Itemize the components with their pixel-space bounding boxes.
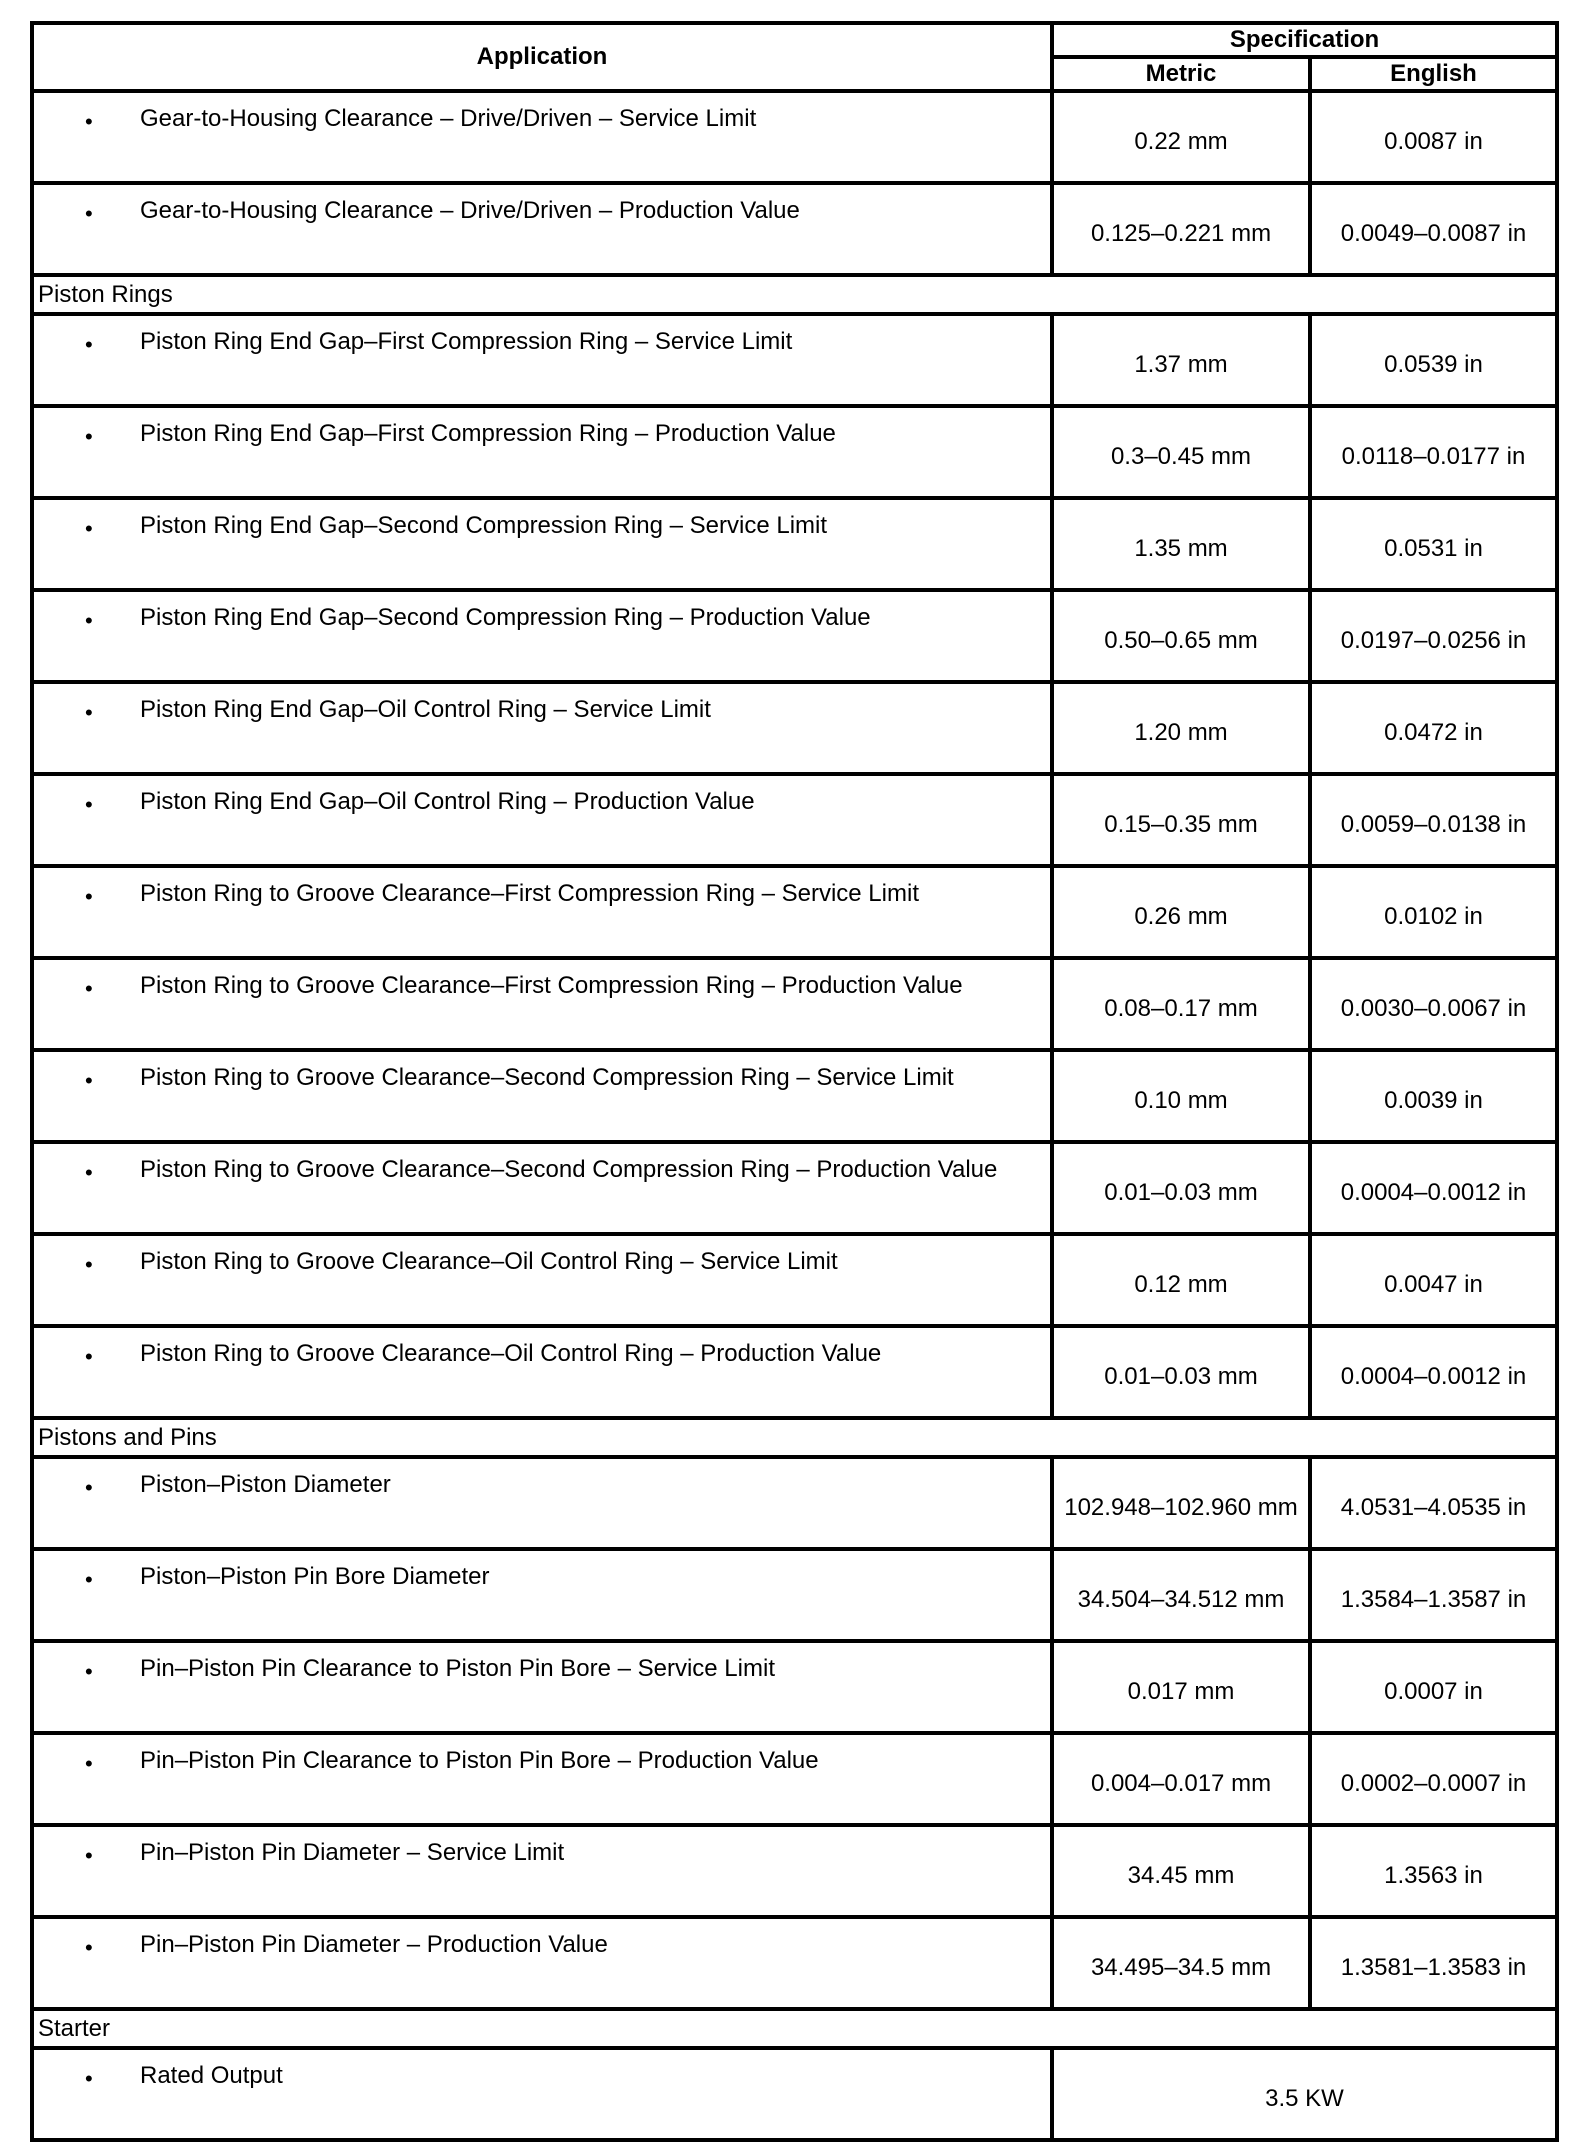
application-cell xyxy=(32,1641,1052,1733)
table-row xyxy=(32,1825,1557,1917)
table-row xyxy=(32,498,1557,590)
bullet-icon: • xyxy=(85,1751,93,1776)
metric-value-cell: 34.504–34.512 mm xyxy=(1052,1549,1310,1641)
bullet-icon: • xyxy=(85,424,93,449)
metric-value-cell: 34.45 mm xyxy=(1052,1825,1310,1917)
application-text: Pin–Piston Pin Diameter – Service Limit xyxy=(140,1839,565,1866)
bullet-icon: • xyxy=(85,1475,93,1500)
application-cell xyxy=(32,1050,1052,1142)
application-text: Piston Ring to Groove Clearance–Oil Control Ring – Production Value xyxy=(140,1340,882,1367)
metric-value-cell: 34.495–34.5 mm xyxy=(1052,1917,1310,2009)
application-cell xyxy=(32,1457,1052,1549)
application-text: Piston Ring End Gap–Oil Control Ring – Production Value xyxy=(140,788,755,815)
metric-value-cell: 0.15–0.35 mm xyxy=(1052,774,1310,866)
bullet-icon: • xyxy=(85,2066,93,2091)
application-cell xyxy=(32,498,1052,590)
application-cell xyxy=(32,183,1052,275)
application-text: Piston Ring End Gap–First Compression Ring – Service Limit xyxy=(140,328,793,355)
table-row xyxy=(32,1234,1557,1326)
application-cell xyxy=(32,1142,1052,1234)
combined-value-cell: 3.5 KW xyxy=(1052,2048,1557,2140)
metric-header: Metric xyxy=(1052,57,1310,91)
application-text: Piston Ring End Gap–Second Compression Ring – Production Value xyxy=(140,604,871,631)
table-row xyxy=(32,958,1557,1050)
bullet-icon: • xyxy=(85,109,93,134)
bullet-icon: • xyxy=(85,1344,93,1369)
specification-table xyxy=(30,21,1559,2142)
bullet-icon: • xyxy=(85,976,93,1001)
table-row xyxy=(32,1457,1557,1549)
application-cell xyxy=(32,1549,1052,1641)
english-value-cell: 0.0049–0.0087 in xyxy=(1310,183,1557,275)
application-cell xyxy=(32,682,1052,774)
english-value-cell: 1.3563 in xyxy=(1310,1825,1557,1917)
section-row xyxy=(32,2009,1557,2048)
application-text: Gear-to-Housing Clearance – Drive/Driven – Service Limit xyxy=(140,105,757,132)
english-value-cell: 0.0531 in xyxy=(1310,498,1557,590)
application-cell xyxy=(32,590,1052,682)
application-text: Pin–Piston Pin Diameter – Production Value xyxy=(140,1931,608,1958)
metric-value-cell: 1.37 mm xyxy=(1052,314,1310,406)
english-value-cell: 0.0004–0.0012 in xyxy=(1310,1142,1557,1234)
application-cell xyxy=(32,314,1052,406)
bullet-icon: • xyxy=(85,1935,93,1960)
english-header: English xyxy=(1310,57,1557,91)
application-text: Gear-to-Housing Clearance – Drive/Driven – Production Value xyxy=(140,197,800,224)
metric-value-cell: 0.26 mm xyxy=(1052,866,1310,958)
application-text: Pin–Piston Pin Clearance to Piston Pin Bore – Production Value xyxy=(140,1747,819,1774)
table-row xyxy=(32,406,1557,498)
application-cell xyxy=(32,774,1052,866)
table-row xyxy=(32,774,1557,866)
bullet-icon: • xyxy=(85,1068,93,1093)
application-cell xyxy=(32,2048,1052,2140)
application-text: Piston Ring End Gap–Second Compression Ring – Service Limit xyxy=(140,512,828,539)
bullet-icon: • xyxy=(85,1252,93,1277)
metric-value-cell: 0.01–0.03 mm xyxy=(1052,1142,1310,1234)
metric-value-cell: 0.125–0.221 mm xyxy=(1052,183,1310,275)
english-value-cell: 0.0472 in xyxy=(1310,682,1557,774)
table-row xyxy=(32,1326,1557,1418)
section-heading: Starter xyxy=(32,2009,1557,2048)
english-value-cell: 0.0002–0.0007 in xyxy=(1310,1733,1557,1825)
application-text: Piston–Piston Pin Bore Diameter xyxy=(140,1563,490,1590)
specification-header: Specification xyxy=(1052,23,1557,57)
metric-value-cell: 0.12 mm xyxy=(1052,1234,1310,1326)
application-cell xyxy=(32,406,1052,498)
metric-value-cell: 0.017 mm xyxy=(1052,1641,1310,1733)
english-value-cell: 0.0030–0.0067 in xyxy=(1310,958,1557,1050)
table-row xyxy=(32,1641,1557,1733)
application-text: Piston–Piston Diameter xyxy=(140,1471,391,1498)
application-header: Application xyxy=(32,23,1052,91)
application-cell xyxy=(32,1733,1052,1825)
application-cell xyxy=(32,958,1052,1050)
table-body xyxy=(32,91,1557,2140)
application-text: Piston Ring End Gap–Oil Control Ring – Service Limit xyxy=(140,696,711,723)
application-cell xyxy=(32,1825,1052,1917)
metric-value-cell: 0.08–0.17 mm xyxy=(1052,958,1310,1050)
english-value-cell: 0.0047 in xyxy=(1310,1234,1557,1326)
application-cell xyxy=(32,1234,1052,1326)
bullet-icon: • xyxy=(85,792,93,817)
metric-value-cell: 0.01–0.03 mm xyxy=(1052,1326,1310,1418)
application-text: Rated Output xyxy=(140,2062,283,2089)
application-cell xyxy=(32,1326,1052,1418)
english-value-cell: 0.0539 in xyxy=(1310,314,1557,406)
bullet-icon: • xyxy=(85,516,93,541)
metric-value-cell: 1.20 mm xyxy=(1052,682,1310,774)
application-text: Piston Ring End Gap–First Compression Ring – Production Value xyxy=(140,420,836,447)
application-text: Piston Ring to Groove Clearance–Second Compression Ring – Production Value xyxy=(140,1156,998,1183)
metric-value-cell: 0.50–0.65 mm xyxy=(1052,590,1310,682)
application-cell xyxy=(32,866,1052,958)
english-value-cell: 0.0059–0.0138 in xyxy=(1310,774,1557,866)
bullet-icon: • xyxy=(85,332,93,357)
application-text: Piston Ring to Groove Clearance–Oil Control Ring – Service Limit xyxy=(140,1248,838,1275)
table-row xyxy=(32,1142,1557,1234)
table-row xyxy=(32,682,1557,774)
application-cell xyxy=(32,1917,1052,2009)
table-row xyxy=(32,590,1557,682)
english-value-cell: 1.3584–1.3587 in xyxy=(1310,1549,1557,1641)
english-value-cell: 0.0039 in xyxy=(1310,1050,1557,1142)
metric-value-cell: 0.004–0.017 mm xyxy=(1052,1733,1310,1825)
application-text: Piston Ring to Groove Clearance–First Compression Ring – Service Limit xyxy=(140,880,919,907)
table-row xyxy=(32,1917,1557,2009)
english-value-cell: 1.3581–1.3583 in xyxy=(1310,1917,1557,2009)
bullet-icon: • xyxy=(85,1567,93,1592)
table-row xyxy=(32,2048,1557,2140)
table-row xyxy=(32,314,1557,406)
section-row xyxy=(32,275,1557,314)
table-row xyxy=(32,1549,1557,1641)
application-cell xyxy=(32,91,1052,183)
table-row xyxy=(32,183,1557,275)
table-row xyxy=(32,1733,1557,1825)
bullet-icon: • xyxy=(85,1160,93,1185)
english-value-cell: 0.0118–0.0177 in xyxy=(1310,406,1557,498)
english-value-cell: 0.0197–0.0256 in xyxy=(1310,590,1557,682)
metric-value-cell: 1.35 mm xyxy=(1052,498,1310,590)
english-value-cell: 0.0004–0.0012 in xyxy=(1310,1326,1557,1418)
application-text: Piston Ring to Groove Clearance–Second Compression Ring – Service Limit xyxy=(140,1064,954,1091)
metric-value-cell: 0.10 mm xyxy=(1052,1050,1310,1142)
bullet-icon: • xyxy=(85,608,93,633)
english-value-cell: 0.0007 in xyxy=(1310,1641,1557,1733)
english-value-cell: 0.0102 in xyxy=(1310,866,1557,958)
table-row xyxy=(32,1050,1557,1142)
metric-value-cell: 0.22 mm xyxy=(1052,91,1310,183)
metric-value-cell: 102.948–102.960 mm xyxy=(1052,1457,1310,1549)
table-row xyxy=(32,866,1557,958)
english-value-cell: 0.0087 in xyxy=(1310,91,1557,183)
section-row xyxy=(32,1418,1557,1457)
bullet-icon: • xyxy=(85,201,93,226)
application-text: Piston Ring to Groove Clearance–First Compression Ring – Production Value xyxy=(140,972,963,999)
bullet-icon: • xyxy=(85,1659,93,1684)
english-value-cell: 4.0531–4.0535 in xyxy=(1310,1457,1557,1549)
bullet-icon: • xyxy=(85,700,93,725)
bullet-icon: • xyxy=(85,884,93,909)
bullet-icon: • xyxy=(85,1843,93,1868)
metric-value-cell: 0.3–0.45 mm xyxy=(1052,406,1310,498)
section-heading: Piston Rings xyxy=(32,275,1557,314)
section-heading: Pistons and Pins xyxy=(32,1418,1557,1457)
table-row xyxy=(32,91,1557,183)
application-text: Pin–Piston Pin Clearance to Piston Pin Bore – Service Limit xyxy=(140,1655,775,1682)
